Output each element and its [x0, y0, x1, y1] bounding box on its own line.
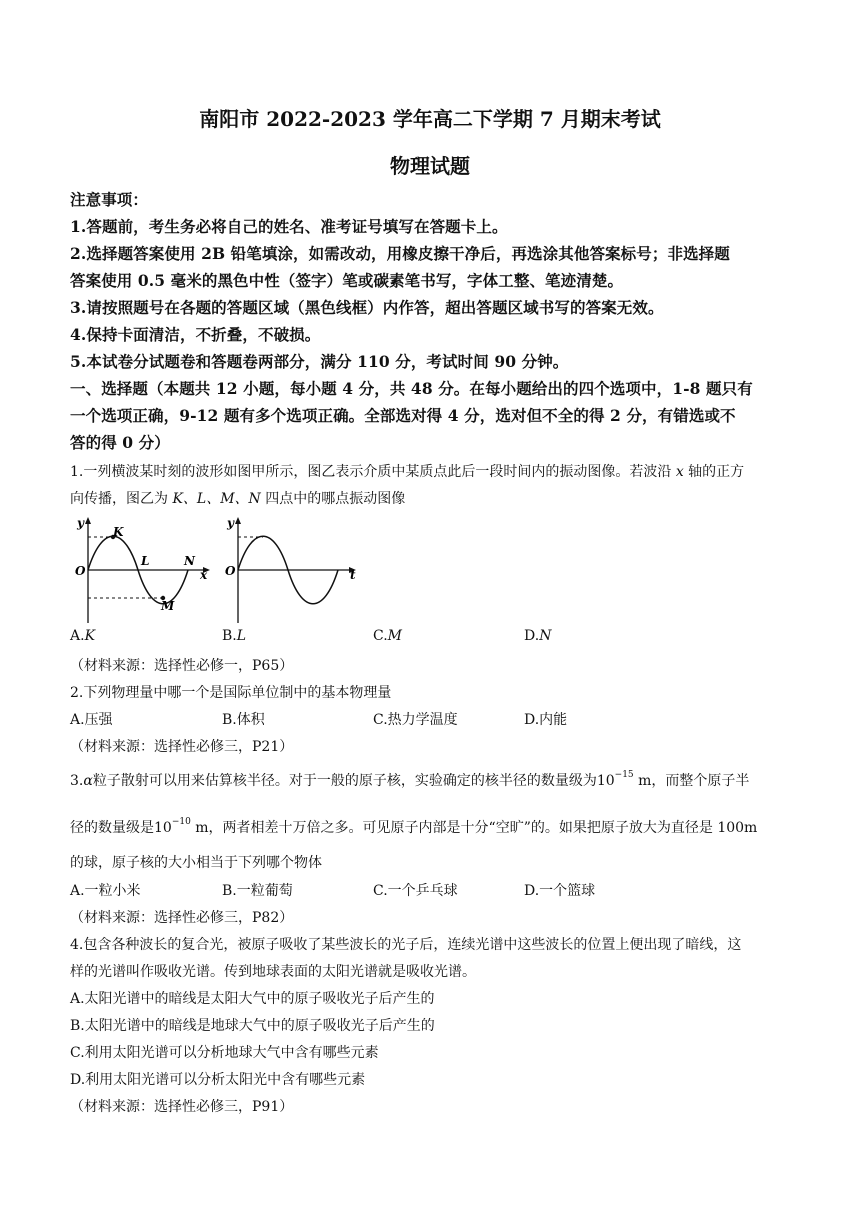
notice-item: 5.本试卷分试题卷和答题卷两部分，满分 110 分，考试时间 90 分钟。 [70, 352, 569, 371]
wave-diagrams [66, 515, 366, 625]
q4-option-c[interactable]: C.利用太阳光谱可以分析地球大气中含有哪些元素 [70, 1045, 379, 1061]
q3-option-b[interactable]: B.一粒葡萄 [222, 883, 293, 899]
notice-item: 3.请按照题号在各题的答题区域（黑色线框）内作答，超出答题区域书写的答案无效。 [70, 298, 664, 317]
q3-stem-line3: 的球，原子核的大小相当于下列哪个物体 [70, 855, 322, 871]
point-k-label: K [113, 525, 124, 539]
section-heading: 一个选项正确，9-12 题有多个选项正确。全部选对得 4 分，选对但不全的得 2 分，有错选或不 [70, 406, 736, 425]
notice-item: 2.选择题答案使用 2B 铅笔填涂，如需改动，用橡皮擦干净后，再选涂其他答案标号；非选择题 [70, 244, 730, 263]
wave-graph-x [75, 516, 210, 623]
q2-option-a[interactable]: A.压强 [70, 712, 113, 728]
q4-option-a[interactable]: A.太阳光谱中的暗线是太阳大气中的原子吸收光子后产生的 [70, 991, 435, 1007]
q4-stem-line2: 样的光谱叫作吸收光谱。传到地球表面的太阳光谱就是吸收光谱。 [70, 964, 476, 980]
notice-item: 4.保持卡面清洁，不折叠，不破损。 [70, 325, 321, 344]
fig-b-origin: O [225, 564, 236, 578]
q1-source: （材料来源：选择性必修一，P65） [70, 658, 294, 674]
q1-stem-line2: 向传播，图乙为 K、L、M、N 四点中的哪点振动图像 [70, 491, 406, 507]
section-heading: 答的得 0 分） [70, 433, 170, 452]
q4-option-d[interactable]: D.利用太阳光谱可以分析太阳光中含有哪些元素 [70, 1072, 366, 1088]
q1-option-c[interactable]: C.M [373, 628, 403, 644]
q1-option-a[interactable]: A.K [70, 628, 96, 644]
q3-option-a[interactable]: A.一粒小米 [70, 883, 141, 899]
point-l-label: L [141, 554, 150, 568]
q1-stem-line1: 1.一列横波某时刻的波形如图甲所示，图乙表示介质中某质点此后一段时间内的振动图像。若波沿 x 轴的正方 [70, 464, 745, 480]
q3-option-d[interactable]: D.一个篮球 [524, 883, 596, 899]
notice-item: 1.答题前，考生务必将自己的姓名、准考证号填写在答题卡上。 [70, 217, 508, 236]
q2-option-c[interactable]: C.热力学温度 [373, 712, 458, 728]
fig-a-y-label: y [77, 516, 84, 530]
q1-option-d[interactable]: D.N [524, 628, 552, 644]
vibration-graph-t [225, 516, 356, 623]
q4-source: （材料来源：选择性必修三，P91） [70, 1099, 294, 1115]
fig-a-x-label: x [200, 568, 208, 582]
q1-option-b[interactable]: B.L [222, 628, 247, 644]
q4-stem-line1: 4.包含各种波长的复合光，被原子吸收了某些波长的光子后，连续光谱中这些波长的位置上便出现了暗线，这 [70, 937, 742, 953]
fig-b-t-label: t [350, 568, 356, 582]
q2-source: （材料来源：选择性必修三，P21） [70, 739, 294, 755]
q3-source: （材料来源：选择性必修三，P82） [70, 910, 294, 926]
notice-item: 答案使用 0.5 毫米的黑色中性（签字）笔或碳素笔书写，字体工整、笔迹清楚。 [70, 271, 624, 290]
q2-stem: 2.下列物理量中哪一个是国际单位制中的基本物理量 [70, 685, 392, 701]
q1-figures [66, 515, 366, 625]
exam-subtitle: 物理试题 [390, 154, 470, 178]
notice-heading: 注意事项： [70, 190, 149, 209]
fig-b-y-label: y [227, 516, 234, 530]
q3-option-c[interactable]: C.一个乒乓球 [373, 883, 458, 899]
point-n-label: N [184, 554, 195, 568]
q2-option-b[interactable]: B.体积 [222, 712, 265, 728]
q4-option-b[interactable]: B.太阳光谱中的暗线是地球大气中的原子吸收光子后产生的 [70, 1018, 435, 1034]
fig-a-origin: O [75, 564, 86, 578]
q3-stem-line1: 3.α粒子散射可以用来估算核半径。对于一般的原子核，实验确定的核半径的数量级为$10^{-15}$ m，而整个原子半 [70, 770, 750, 789]
q2-option-d[interactable]: D.内能 [524, 712, 568, 728]
q3-stem-line2: 径的数量级是$10^{-10}$ m，两者相差十万倍之多。可见原子内部是十分“空旷”的。如果把原子放大为直径是 100m [70, 817, 758, 836]
exam-title: 南阳市 2022-2023 学年高二下学期 7 月期末考试 [199, 107, 661, 131]
section-heading: 一、选择题（本题共 12 小题，每小题 4 分，共 48 分。在每小题给出的四个选项中，1-8 题只有 [70, 379, 753, 398]
point-m-label: M [161, 599, 175, 613]
